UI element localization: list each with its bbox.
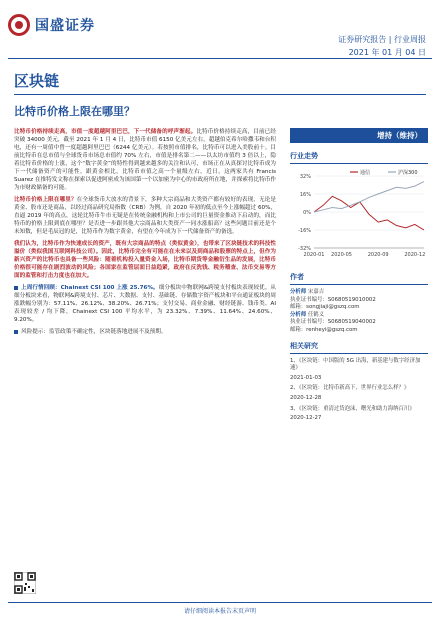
paragraph-1 — [14, 128, 276, 192]
related-item-1[interactable]: 1、《区块链：中国版的 5G 出海，新基建与数字经济加速》 — [290, 357, 421, 372]
related-date-3: 2020-12-27 — [290, 415, 322, 422]
y-tick-label: 32% — [299, 174, 311, 180]
footer-divider — [8, 602, 432, 603]
header-divider — [8, 58, 432, 59]
authors-header: 作者 — [290, 272, 428, 285]
x-tick-label: 2020-12 — [404, 252, 426, 258]
paragraph-3-text: 我们认为，比特币作为快速成长的资产，既有大宗商品的特点（类似黄金），也带来了区块链技术的科技性溢价（类似我国互联网科技公司）。因此，比特币完全有可能在在未来以及到商品和股票的特点上，但作为新兴资产的比特币也具备一些风险：随着机构投入量资金入场，比特币期货等金融衍生品的发展，比特币价格很可能存在剧烈波动的风险；各国家在监管层面日益趋紧，政府在反洗钱、税务稽查、法币交易等方面的监管和打击力度也在加大。 — [14, 241, 276, 279]
y-tick-label: -32% — [298, 246, 311, 252]
bullet-icon — [14, 286, 18, 290]
paragraph-4-text: 细分板块中物联网&跨境支付板块表现较优。从细分板块来看，物联网&跨境支付、芯片、大数据、支付、基础链、存储数字资产板块和平台通证板块的周涨跌幅分别为：57.11%、26.12%、38.20%、26.71%；支付交易、商业金融、财经链游、钱币类、AI 表现较差 / 均下降，Chainext CSI 100 平均水平，为 23.32%、7.39%、11.64%、24.60%、9.20%。 — [14, 285, 276, 323]
related-header: 相关研究 — [290, 341, 428, 354]
risk-warning: 风险提示：监管政策不确定性，区块链落地进展不及预期。 — [21, 329, 167, 335]
y-tick-label: 0% — [303, 210, 311, 216]
brand-name: 国盛证券 — [35, 18, 95, 34]
report-header — [0, 0, 440, 62]
report-type: 证券研究报告 | 行业周报 — [338, 35, 426, 44]
paragraph-4 — [14, 284, 276, 324]
main-body — [14, 128, 276, 340]
series-line-0 — [314, 196, 424, 230]
analyst-1-email[interactable]: 邮箱：songjiaji@gszq.com — [290, 304, 360, 311]
paragraph-2 — [14, 196, 276, 236]
report-title: 比特币价格上限在哪里？ — [14, 105, 135, 118]
analyst-1 — [290, 289, 428, 297]
analyst-1-cert: 执业证书编号：S0680519010002 — [290, 296, 376, 303]
legend-label-0: 通信 — [360, 170, 371, 176]
logo-icon — [8, 14, 30, 36]
analyst-2-cert: 执业证书编号：S0680519040002 — [290, 319, 376, 326]
related-item-3[interactable]: 3、《区块链：重清过货泡沫，曙光和助力海纳百川》 — [290, 405, 415, 412]
related-date-1: 2021-01-03 — [290, 374, 322, 381]
paragraph-3 — [14, 240, 276, 280]
paragraph-4-lead: 上周行情回顾：Chainext CSI 100 上涨 25.76%。 — [21, 285, 159, 291]
performance-chart-svg — [290, 168, 428, 264]
paragraph-2-text: 在全球货币大放水的背景下，多种大宗商品和大类资产都有较好的表现，无论是黄金、股市还是商品，以经过商品研究局指数（CRB）为例，自 2020 年初的低点至今上涨幅超过 60%，直逼 2019 年的高点，这轮比特币牛市无疑是在传统金融机构和上市公司的巨量资金推动下启动的，而比特币的价格上限到底在哪里？是否进一步跟其他大宗商品和大类资产一同水涨船高？这些问题目前还是个未知数，但是毛辰冠的是，比特币作为数字黄金，有望在今年成为下一代储备资产的备选。 — [14, 197, 276, 235]
y-tick-label: 16% — [299, 192, 311, 198]
brand-logo — [8, 14, 95, 36]
analyst-2-role: 分析师 — [290, 311, 307, 318]
x-tick-label: 2020-05 — [331, 252, 352, 258]
analyst-2-name: 任鹤义 — [307, 311, 325, 318]
paragraph-1-text: 比特币价格持续走高，目前已经突破 34000 美元，截至 2021 年 1 月 4 日，比特币市值 6150 亿美元左右，超越伯克希尔哈撒韦和台积电，还有一周值中曾一度超越阿里巴巴（6244 亿美元）。若按照市值排名，比特币可以进入美股前十。目前比特币在总市值与全球货币市场总市值约 70% 左右，市值是排名第二——以太坊市值约 3 倍以上，隐着比特币价格的上涨，这个“数字黄金”的特性得到越来越多的关注和认可，市场正在从真探讨比特币成为下一代储备资产的可能性。跟黄金相比，比特币市值之高一个量级左右，近日，这两家共有 Francis Suarez 在推特发文称在探索以促进阿密成为该国第一个以加密为中心的市政府所在地，并探索将比特币作为市财政储备的可能。 — [14, 129, 276, 191]
paragraph-5 — [14, 328, 276, 336]
related-item-2[interactable]: 2、《区块链：比特币新高下，世界行业怎么样？》 — [290, 385, 410, 392]
rating-badge: 增持（维持） — [290, 128, 428, 143]
footer-disclaimer: 请仔细阅读本报告末页声明 — [183, 608, 256, 615]
bullet-icon — [14, 330, 18, 334]
legend-label-1: 沪深300 — [398, 170, 418, 176]
sector-divider — [14, 94, 426, 95]
series-line-1 — [314, 182, 424, 212]
x-tick-label: 2020-09 — [367, 252, 389, 258]
x-tick-label: 2020-01 — [303, 252, 325, 258]
report-date: 2021 年 01 月 04 日 — [348, 48, 426, 57]
performance-header: 行业走势 — [290, 151, 428, 164]
analyst-2-email[interactable]: 邮箱：renheyi@gszq.com — [290, 326, 358, 333]
y-tick-label: -16% — [298, 228, 311, 234]
analyst-1-role: 分析师 — [290, 289, 307, 295]
sector-title: 区块链 — [14, 72, 60, 90]
paragraph-1-lead: 比特币价格持续走高，市值一度超越阿里巴巴，下一代储备的呼声渐起。 — [14, 129, 197, 135]
related-date-2: 2020-12-28 — [290, 394, 322, 401]
performance-chart — [290, 168, 428, 264]
sidebar — [290, 128, 428, 426]
qr-code-icon — [14, 572, 36, 594]
paragraph-2-lead: 比特币价格上限在哪里？ — [14, 197, 77, 203]
analyst-1-name: 宋嘉吉 — [307, 289, 325, 295]
